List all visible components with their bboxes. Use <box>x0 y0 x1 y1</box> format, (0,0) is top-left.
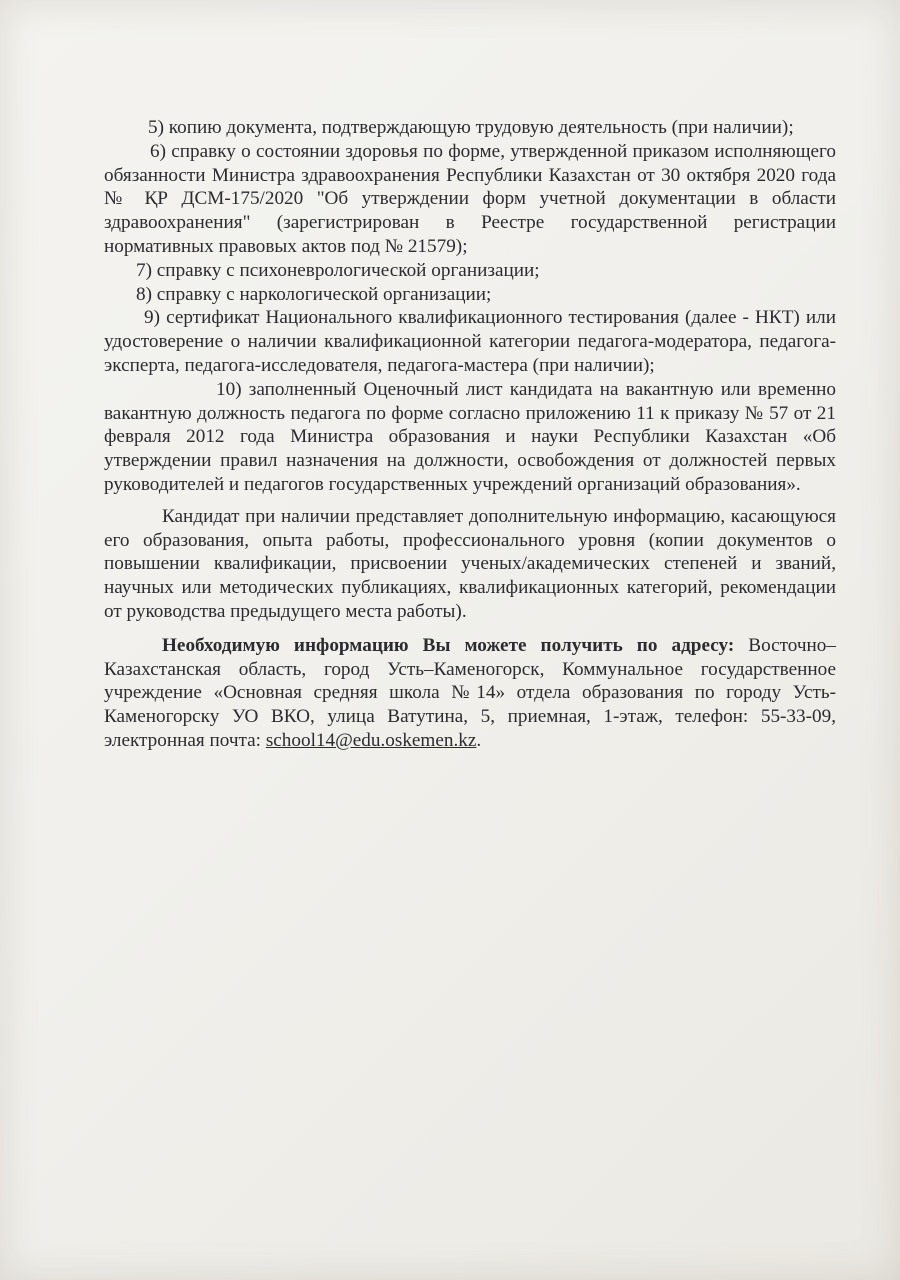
contact-trailing: . <box>476 729 482 751</box>
list-item-9: 9) сертификат Национального квалификационного тестирования (далее - НКТ) или удостоверение о наличии квалификационной категории педагога-модератора, педагога-эксперта, педагога-исследователя, педагога-мастера (при наличии); <box>104 307 836 376</box>
contact-lead: Необходимую информацию Вы можете получить по адресу: <box>162 634 735 656</box>
list-item-5: 5) копию документа, подтверждающую трудовую деятельность (при наличии); <box>148 117 794 138</box>
list-item-6: 6) справку о состоянии здоровья по форме, утвержденной приказом исполняющего обязанности Министра здравоохранения Республики Казахстан от 30 октября 2020 года № ҚР ДСМ-175/2020 "Об утверждении форм учетной документации в области здравоохранения" (зарегистрирован в Реестре государственной регистрации нормативных правовых актов под № 21579); <box>104 140 836 257</box>
candidate-paragraph: Кандидат при наличии представляет дополнительную информацию, касающуюся его образования, опыта работы, профессионального уровня (копии документов о повышении квалификации, присвоении ученых/академических степеней и званий, научных или методических публикациях, квалификационных категорий, рекомендации от руководства предыдущего места работы). <box>104 505 836 622</box>
list-item-7: 7) справку с психоневрологической организации; <box>136 259 540 281</box>
list-item-8: 8) справку с наркологической организации; <box>136 283 492 305</box>
email-link[interactable]: school14@edu.oskemen.kz <box>265 729 477 751</box>
document-body <box>104 116 836 753</box>
list-item-10: 10) заполненный Оценочный лист кандидата на вакантную или временно вакантную должность педагога по форме согласно приложению 11 к приказу № 57 от 21 февраля 2012 года Министра образования и науки Республики Казахстан «Об утверждении правил назначения на должности, освобождения от должностей первых руководителей и педагогов государственных учреждений организаций образования». <box>104 378 836 495</box>
contact-paragraph <box>104 634 836 753</box>
contact-address: Восточно–Казахстанская область, город Усть–Каменогорск, Коммунальное государственное учреждение «Основная средняя школа №14» отдела образования по городу Усть-Каменогорску УО ВКО, улица Ватутина, 5, приемная, 1-этаж, телефон: 55-33-09, электронная почта: <box>104 634 836 751</box>
